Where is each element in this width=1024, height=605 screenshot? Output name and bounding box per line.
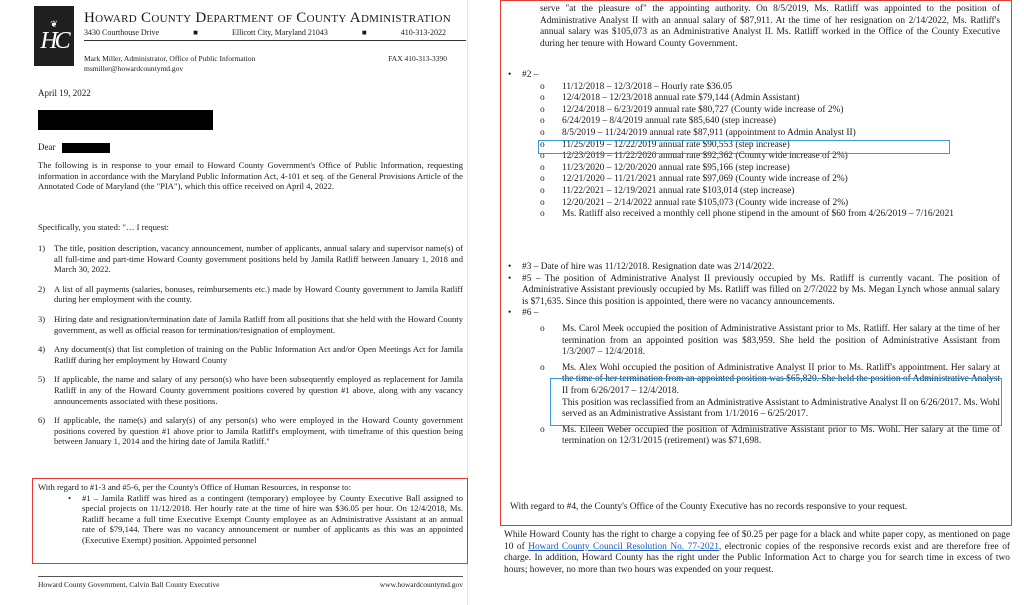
circle-bullet-icon: o	[540, 209, 545, 220]
circle-bullet-icon: o	[540, 139, 545, 150]
salary-row	[540, 174, 1000, 186]
letter-page-2	[498, 0, 1018, 605]
salary-row-text: 12/4/2018 – 12/23/2018 annual rate $79,144 (Admin Assistant)	[562, 93, 800, 104]
regard-heading: With regard to #1-3 and #5-6, per the County's Office of Human Resources, in response to:	[38, 482, 351, 492]
request-text: Hiring date and resignation/termination date of Jamila Ratliff from all positions that she held with the Howard County government, as well as official reason for termination/resignation of employment.	[54, 313, 463, 335]
salutation-text: Dear	[38, 142, 56, 152]
circle-bullet-icon: o	[540, 174, 545, 185]
street-address: 3430 Courthouse Drive	[84, 28, 160, 37]
continuation-paragraph: serve "at the pleasure of" the appointing authority. On 8/5/2019, Ms. Ratliff was appointed to the position of Administrative Analyst II with an annual salary of $87,911. At the time of her resignation on 2/14/2022, Ms. Ratliff's annual salary was $105,073 as an Administrative Analyst II. Ms. Ratliff worked in the Office of the County Executive during her tenure with Howard County Government.	[540, 4, 1000, 49]
request-item	[38, 344, 463, 365]
salary-row	[540, 82, 1000, 94]
salary-row-highlighted	[540, 128, 1000, 140]
bullet-icon: •	[68, 492, 72, 503]
bullet-icon: •	[508, 70, 512, 80]
request-item	[38, 314, 463, 335]
salary-row-text: 11/12/2018 – 12/3/2018 – Hourly rate $36.05	[562, 81, 733, 92]
letter-date: April 19, 2022	[38, 88, 91, 98]
highlight-box-blue	[550, 378, 1002, 426]
predecessor-row	[540, 324, 1000, 359]
item6-label: #6 –	[522, 308, 539, 319]
administrator-info	[84, 54, 255, 74]
circle-bullet-icon: o	[540, 151, 545, 162]
letterhead-address	[84, 28, 464, 37]
footer-org: Howard County Government, Calvin Ball County Executive	[38, 580, 220, 589]
page-footer	[38, 576, 463, 589]
circle-bullet-icon: o	[540, 323, 545, 334]
redacted-name	[62, 143, 110, 153]
request-item	[38, 243, 463, 275]
city-address: Ellicott City, Maryland 21043	[231, 28, 328, 37]
administrator-name: Mark Miller, Administrator, Office of Public Information	[84, 54, 256, 63]
request-item	[38, 415, 463, 447]
closing-text-1: While Howard County has the right to charge a copying fee of $0.25 per page for a black and white paper copy, as mentioned on page 10 of	[504, 530, 1010, 552]
bullet-icon: •	[508, 273, 512, 284]
request-item	[38, 374, 463, 406]
separator-dot: ■	[361, 28, 367, 37]
circle-bullet-icon: o	[540, 197, 545, 208]
salary-row-text: 12/21/2020 – 11/21/2021 annual rate $97,069 (County wide increase of 2%)	[562, 174, 848, 185]
salary-row-text: 11/25/2019 – 12/22/2019 annual rate $90,553 (step increase)	[562, 139, 790, 150]
item5-bullet	[508, 274, 1000, 309]
request-item	[38, 284, 463, 305]
item2-label: #2 –	[522, 70, 539, 80]
salary-row-text: 11/23/2020 – 12/20/2020 annual rate $95,166 (step increase)	[562, 162, 790, 173]
salary-row	[540, 198, 1000, 210]
item3-text: #3 – Date of hire was 11/12/2018. Resignation date was 2/14/2022.	[522, 262, 775, 272]
footer-website: www.howardcountymd.gov	[379, 580, 463, 589]
item5-text: #5 – The position of Administrative Analyst II previously occupied by Ms. Ratliff is currently vacant. The position of Administrative Assistant previously occupied by Ms. Ratliff was filled on 2/7/2022 by Ms. Megan Lynch whose annual salary is $71,635. Since this position is appointed, there were no vacancy announcements.	[522, 273, 1000, 307]
bullet-icon: •	[508, 262, 512, 272]
circle-bullet-icon: o	[540, 81, 545, 92]
salary-row-text: 12/23/2019 – 11/22/2020 annual rate $92,362 (County wide increase of 2%)	[562, 151, 848, 162]
salary-row	[540, 93, 1000, 105]
request-text: If applicable, the name(s) and salary(s) of any person(s) who were employed in the Howard County government positions covered by question #1 above prior to Jamila Ratliff's employment, with timeframe of this question being between January 1, 2014 and the hiring date of Jamila Ratliff."	[54, 415, 463, 447]
council-resolution-link[interactable]: Howard County Council Resolution No. 77-2021	[528, 541, 719, 552]
department-name: Howard County Department of County Administration	[84, 10, 452, 26]
circle-bullet-icon: o	[540, 162, 545, 173]
highlight-box-blue	[538, 140, 950, 154]
predecessor-row	[540, 425, 1000, 448]
salary-row-text: 6/24/2019 – 8/4/2019 annual rate $85,640 (step increase)	[562, 116, 777, 127]
circle-bullet-icon: o	[540, 93, 545, 104]
salary-row	[540, 116, 1000, 128]
request-number: 4)	[38, 344, 46, 355]
request-number: 1)	[38, 243, 46, 253]
county-logo	[34, 6, 74, 66]
letter-page-1	[28, 0, 468, 605]
request-text: A list of all payments (salaries, bonuses, reimbursements etc.) made by Howard County government to Jamila Ratliff during her employment with the county.	[54, 283, 463, 305]
circle-bullet-icon: o	[540, 127, 545, 138]
request-text: If applicable, the name and salary of any person(s) who have been subsequently employed as replacement for Jamila Ratliff in any of the Howard County government positions covered by question #1 above, along with any vacancy announcements associated with these positions.	[54, 374, 463, 406]
letterhead-divider	[84, 40, 466, 41]
item3-bullet	[508, 262, 1000, 274]
item4-paragraph: With regard to #4, the County's Office of the County Executive has no records responsive to your request.	[510, 502, 908, 512]
request-number: 5)	[38, 374, 46, 385]
logo-monogram: HC	[40, 27, 68, 54]
administrator-email: msmiller@howardcountymd.gov	[84, 64, 184, 73]
specifically-line: Specifically, you stated: "… I request:	[38, 222, 169, 232]
circle-bullet-icon: o	[540, 185, 545, 196]
phone-number: 410-313-2022	[400, 28, 447, 37]
predecessor-text: Ms. Eileen Weber occupied the position of Administrative Assistant prior to Ms. Wohl. Her salary at the time of termination on 12/31/2015 (retirement) was $71,698.	[562, 424, 1000, 447]
reclassification-note: This position was reclassified from an Administrative Assistant to Administrative Analyst II on 6/26/2017. Ms. Wohl served as an Administrative Assistant from 1/1/2016 – 6/25/2017.	[562, 397, 1000, 420]
request-list	[38, 243, 463, 456]
salary-row	[540, 105, 1000, 117]
item1-bullet	[68, 493, 463, 546]
item6-bullet	[508, 308, 1000, 320]
salary-row-text: Ms. Ratliff also received a monthly cell phone stipend in the amount of $60 from 4/26/2019 – 7/16/2021	[562, 209, 954, 220]
salutation	[38, 142, 56, 152]
request-text: Any document(s) that list completion of training on the Public Information Act and/or Open Meetings Act for Jamila Ratliff during her employment by Howard County	[54, 344, 463, 365]
salary-row	[540, 209, 1000, 221]
bullet-icon: •	[508, 308, 512, 319]
item1-text: #1 – Jamila Ratliff was hired as a contingent (temporary) employee by County Executive Ball assigned to special projects on 11/12/2018. Her hourly rate at the time of hire was $36.05 per hour. On 12/4/2018, Ms. Ratliff became a full time Executive Exempt County employee as an Administrative Assistant at an annual rate of $79,144. There was no vacancy announcement or number of applicants as this was an appointed (Executive Exempt) position. Appointed personnel	[82, 492, 463, 545]
regard-paragraph	[38, 482, 463, 546]
salary-row-text: 12/20/2021 – 2/14/2022 annual rate $105,073 (County wide increase of 2%)	[562, 197, 849, 208]
item2-bullet	[508, 70, 1000, 82]
request-text: The title, position description, vacancy announcement, number of applicants, annual salary and supervisor name(s) of all full-time and part-time Howard County government positions held by Jamila Ratliff between January 1, 2018 and March 30, 2022.	[54, 243, 463, 275]
fax-number: FAX 410-313-3390	[388, 54, 447, 63]
closing-paragraph	[504, 530, 1010, 576]
circle-bullet-icon: o	[540, 362, 545, 373]
predecessor-text: Ms. Alex Wohl occupied the position of Administrative Analyst II prior to Ms. Ratliff's appointment. Her salary at the time of her termination from an appointed position was $65,820. She held the position of Administrative Analyst II from 6/26/2017 – 12/4/2018.	[562, 362, 1000, 396]
request-number: 2)	[38, 283, 46, 294]
circle-bullet-icon: o	[540, 104, 545, 115]
redacted-block	[38, 110, 213, 130]
request-number: 6)	[38, 415, 46, 426]
request-number: 3)	[38, 313, 46, 324]
wheat-icon: ❦	[50, 18, 58, 29]
circle-bullet-icon: o	[540, 424, 545, 435]
salary-row-text: 8/5/2019 – 11/24/2019 annual rate $87,911 (appointment to Admin Analyst II)	[562, 127, 856, 138]
salary-row	[540, 163, 1000, 175]
closing-text-2: , electronic copies of the responsive records exist and are therefore free of charge. In addition, Howard County has the right under the Public Information Act to charge you for search time in excess of two hours; however, no more than two hours was expended on your request.	[504, 541, 1011, 575]
salary-row-text: 12/24/2018 – 6/23/2019 annual rate $80,727 (County wide increase of 2%)	[562, 104, 844, 115]
salary-row-text: 11/22/2021 – 12/19/2021 annual rate $103,014 (step increase)	[562, 185, 795, 196]
salary-row	[540, 186, 1000, 198]
predecessor-text: Ms. Carol Meek occupied the position of Administrative Assistant prior to Ms. Ratliff. Her salary at the time of her termination from an appointed position was $83,959. She held the position of Administrative Assistant from 1/3/2007 – 12/4/2018.	[562, 323, 1000, 358]
separator-dot: ■	[193, 28, 198, 37]
circle-bullet-icon: o	[540, 116, 545, 127]
intro-paragraph: The following is in response to your email to Howard County Government's Office of Public Information, requesting information in accordance with the Maryland Public Information Act, 4-101 et seq. of the General Provisions Article of the Annotated Code of Maryland (the "PIA"), which this office received on April 4, 2022.	[38, 160, 463, 192]
